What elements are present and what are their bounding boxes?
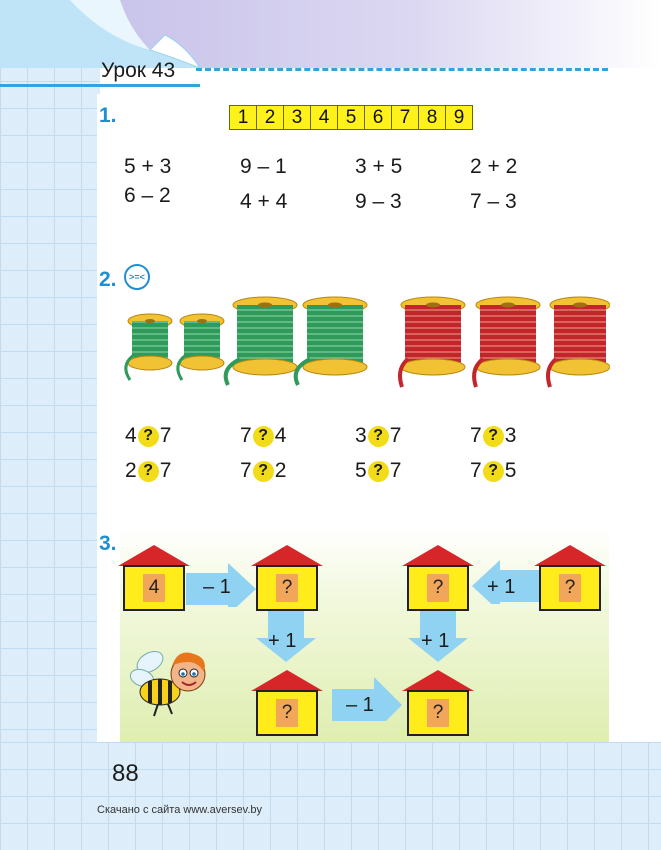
task-2-number: 2.: [99, 268, 117, 291]
house-roof: [402, 670, 474, 691]
comparison: [240, 424, 286, 448]
comparison: [355, 424, 401, 448]
lesson-title: Урок 43: [101, 59, 176, 82]
comparison-left: 7: [240, 424, 252, 447]
expression: 7 – 3: [470, 190, 517, 213]
number-cell: 6: [365, 106, 392, 129]
spool-small-green: [178, 314, 224, 380]
operation-label: + 1: [421, 630, 450, 652]
number-cell: 9: [446, 106, 472, 129]
expression: 9 – 1: [240, 155, 287, 178]
comparison-left: 7: [470, 424, 482, 447]
number-cell: 3: [284, 106, 311, 129]
operation-label: – 1: [203, 576, 231, 598]
task-1-number: 1.: [99, 104, 117, 127]
expression: 3 + 5: [355, 155, 403, 178]
question-mark-icon[interactable]: ?: [368, 426, 389, 447]
comparison-right: 2: [274, 459, 287, 482]
spool-large-red: [548, 297, 610, 387]
house-roof: [534, 545, 606, 566]
number-cell: 4: [311, 106, 338, 129]
house-value[interactable]: ?: [427, 699, 449, 727]
question-mark-icon[interactable]: ?: [253, 461, 274, 482]
spool-small-green: [126, 314, 172, 380]
house-value[interactable]: ?: [559, 574, 581, 602]
expression: 9 – 3: [355, 190, 402, 213]
expression: 4 + 4: [240, 190, 288, 213]
comparison-right: 4: [274, 424, 287, 447]
spool-large-red: [474, 297, 540, 387]
number-cell: 8: [419, 106, 446, 129]
expression: 6 – 2: [124, 184, 171, 207]
operation-label: + 1: [268, 630, 297, 652]
comparison-right: 7: [389, 459, 402, 482]
question-mark-icon[interactable]: ?: [253, 426, 274, 447]
compare-signs-text: >=<: [129, 272, 145, 282]
house-value[interactable]: ?: [276, 574, 298, 602]
comparison-left: 5: [355, 459, 367, 482]
house: [537, 545, 603, 610]
comparison-right: 7: [389, 424, 402, 447]
comparison-left: 3: [355, 424, 367, 447]
spool-large-green: [296, 297, 367, 385]
number-line: [229, 105, 473, 130]
question-mark-icon[interactable]: ?: [483, 426, 504, 447]
comparison: [125, 424, 171, 448]
expression: 2 + 2: [470, 155, 518, 178]
house-roof: [251, 545, 323, 566]
comparison-right: 5: [504, 459, 517, 482]
operation-label: + 1: [487, 576, 516, 598]
download-note: Скачано с сайта www.aversev.by: [97, 804, 263, 816]
house-roof: [118, 545, 190, 566]
comparison: [470, 424, 516, 448]
house: [254, 545, 320, 610]
header-underline: [0, 84, 200, 87]
comparison-right: 7: [159, 424, 172, 447]
comparison-right: 7: [159, 459, 172, 482]
number-cell: 2: [257, 106, 284, 129]
question-mark-icon[interactable]: ?: [368, 461, 389, 482]
header-divider: [196, 68, 608, 71]
house: [405, 545, 471, 610]
comparison: [240, 459, 286, 483]
comparison-left: 7: [470, 459, 482, 482]
comparison: [355, 459, 401, 483]
house: [254, 670, 320, 735]
page-number: 88: [112, 760, 139, 787]
house-value[interactable]: ?: [276, 699, 298, 727]
comparison: [470, 459, 516, 483]
house-value[interactable]: ?: [427, 574, 449, 602]
number-cell: 7: [392, 106, 419, 129]
compare-signs-icon: [124, 264, 150, 290]
operation-label: – 1: [346, 694, 374, 716]
number-cell: 1: [230, 106, 257, 129]
spool-large-red: [400, 297, 465, 387]
house: [405, 670, 471, 735]
bee-illustration: [128, 640, 218, 720]
comparison: [125, 459, 171, 483]
house-value: 4: [143, 574, 165, 602]
grid-background-left: [0, 0, 100, 850]
comparison-right: 3: [504, 424, 517, 447]
comparison-left: 7: [240, 459, 252, 482]
house-roof: [402, 545, 474, 566]
question-mark-icon[interactable]: ?: [138, 426, 159, 447]
expression: 5 + 3: [124, 155, 172, 178]
question-mark-icon[interactable]: ?: [138, 461, 159, 482]
house: [121, 545, 187, 610]
thread-spools-illustration: [120, 295, 610, 395]
comparison-left: 4: [125, 424, 137, 447]
task-3-number: 3.: [99, 532, 117, 555]
number-cell: 5: [338, 106, 365, 129]
house-roof: [251, 670, 323, 691]
spool-large-green: [226, 297, 297, 385]
grid-background-bottom: [0, 742, 661, 850]
comparison-left: 2: [125, 459, 137, 482]
question-mark-icon[interactable]: ?: [483, 461, 504, 482]
